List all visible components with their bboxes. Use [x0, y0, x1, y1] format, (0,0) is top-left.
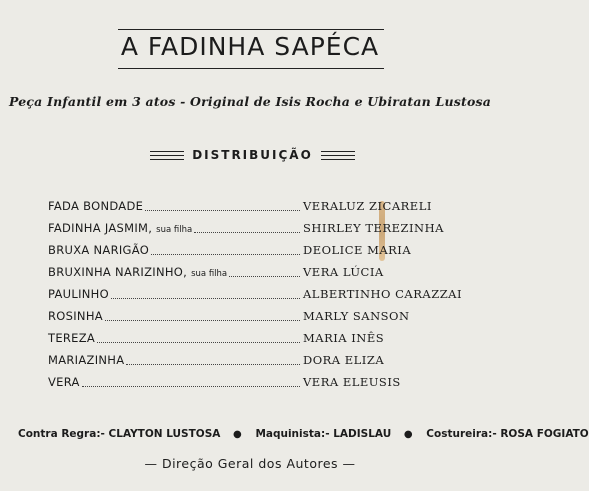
dotted-leader [111, 298, 300, 299]
cast-row [48, 353, 458, 375]
dotted-leader [151, 254, 300, 255]
distribution-label: DISTRIBUIÇÃO [192, 148, 313, 162]
role-text: BRUXINHA NARIZINHO, [48, 265, 188, 279]
role-text: ROSINHA [48, 309, 103, 323]
role-text: BRUXA NARIGÃO [48, 243, 150, 257]
role-name [48, 287, 109, 301]
cast-row [48, 243, 458, 265]
cast-row [48, 199, 458, 221]
actor-name: DEOLICE MARIA [303, 243, 412, 257]
role-text: PAULINHO [48, 287, 109, 301]
role-name [48, 375, 80, 389]
dotted-leader [145, 210, 300, 211]
role-name [48, 309, 103, 323]
contra-regra-label: Contra Regra:- [18, 428, 105, 440]
role-text: TEREZA [48, 331, 96, 345]
role-text: VERA [48, 375, 80, 389]
cast-row [48, 331, 458, 353]
dotted-leader [126, 364, 300, 365]
cast-row [48, 221, 458, 243]
actor-name: VERALUZ ZICARELI [303, 199, 432, 213]
role-text: FADA BONDADE [48, 199, 144, 213]
cast-row [48, 375, 458, 397]
bullet-icon: ● [233, 428, 242, 440]
bullet-icon: ● [403, 428, 413, 440]
dotted-leader [194, 232, 300, 233]
dotted-leader [229, 276, 300, 277]
role-note: sua filha [156, 225, 193, 235]
maquinista-label: Maquinista:- [255, 428, 330, 440]
role-note: sua filha [191, 269, 228, 279]
role-name [48, 265, 227, 279]
cast-row [48, 287, 463, 309]
actor-name: VERA ELEUSIS [303, 375, 401, 389]
title-rule-top [118, 29, 384, 30]
role-name [48, 199, 143, 213]
role-name [48, 221, 192, 235]
costureira-label: Costureira:- [426, 428, 497, 440]
cast-list [48, 199, 463, 397]
subtitle: Peça Infantil em 3 atos - Original de Isis Rocha e Ubiratan Lustosa [8, 94, 492, 109]
costureira-name: ROSA FOGIATO [500, 428, 589, 440]
heading-rules-right [321, 151, 355, 163]
title-rule-bottom [118, 68, 384, 69]
dotted-leader [105, 320, 300, 321]
role-name [48, 353, 124, 367]
page-title: A FADINHA SAPÉCA [120, 32, 380, 61]
distribution-heading [150, 148, 355, 164]
cast-row [48, 265, 458, 287]
crew-credits [18, 428, 589, 440]
dotted-leader [97, 342, 300, 343]
actor-name: SHIRLEY TEREZINHA [303, 221, 444, 235]
role-text: MARIAZINHA [48, 353, 125, 367]
actor-name: ALBERTINHO CARAZZAI [303, 287, 463, 301]
footer-direction: — Direção Geral dos Autores — [144, 456, 356, 471]
role-name [48, 331, 95, 345]
actor-name: MARIA INÊS [303, 331, 385, 345]
actor-name: DORA ELIZA [303, 353, 385, 367]
contra-regra-name: CLAYTON LUSTOSA [108, 428, 221, 440]
heading-rules-left [150, 151, 184, 163]
cast-row [48, 309, 458, 331]
maquinista-name: LADISLAU [333, 428, 392, 440]
dotted-leader [82, 386, 300, 387]
actor-name: MARLY SANSON [303, 309, 410, 323]
actor-name: VERA LÚCIA [303, 265, 384, 279]
role-text: FADINHA JASMIM, [48, 221, 153, 235]
role-name [48, 243, 149, 257]
